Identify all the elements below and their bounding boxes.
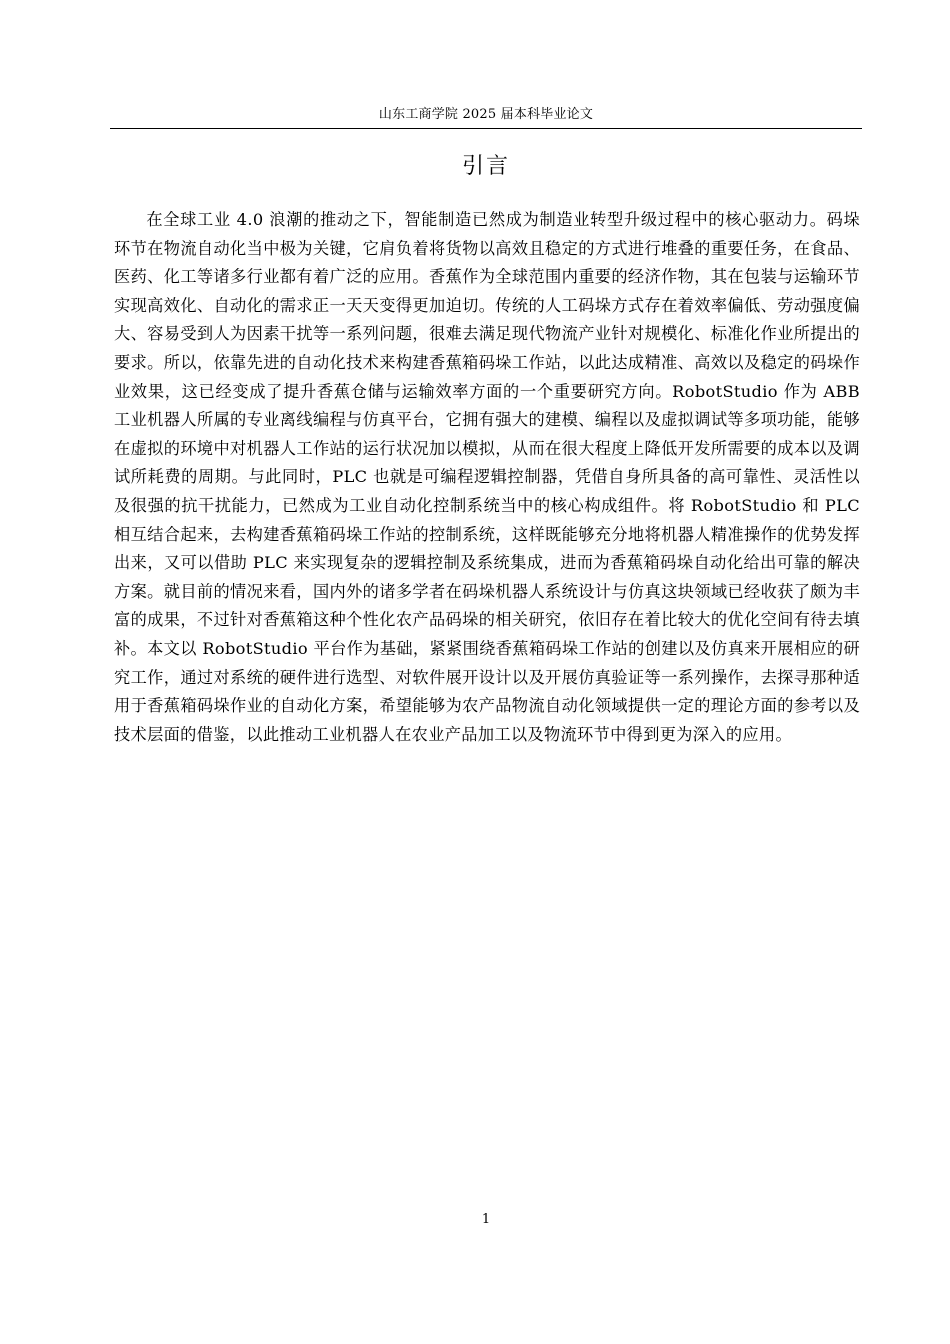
header-divider (110, 128, 862, 129)
section-title: 引言 (461, 154, 510, 179)
running-header: 山东工商学院 2025 届本科毕业论文 (378, 107, 594, 122)
page-number: 1 (481, 1212, 491, 1227)
body-paragraph: 在全球工业 4.0 浪潮的推动之下，智能制造已然成为制造业转型升级过程中的核心驱动力。码垛环节在物流自动化当中极为关键，它肩负着将货物以高效且稳定的方式进行堆叠的重要任务，在食品、医药、化工等诸多行业都有着广泛的应用。香蕉作为全球范围内重要的经济作物，其在包装与运输环节实现高效化、自动化的需求正一天天变得更加迫切。传统的人工码垛方式存在着效率偏低、劳动强度偏大、容易受到人为因素干扰等一系列问题，很难去满足现代物流产业针对规模化、标准化作业所提出的要求。所以，依靠先进的自动化技术来构建香蕉箱码垛工作站，以此达成精准、高效以及稳定的码垛作业效果，这已经变成了提升香蕉仓储与运输效率方面的一个重要研究方向。RobotStudio 作为 ABB 工业机器人所属的专业离线编程与仿真平台，它拥有强大的建模、编程以及虚拟调试等多项功能，能够在虚拟的环境中对机器人工作站的运行状况加以模拟，从而在很大程度上降低开发所需要的成本以及调试所耗费的周期。与此同时，PLC 也就是可编程逻辑控制器，凭借自身所具备的高可靠性、灵活性以及很强的抗干扰能力，已然成为工业自动化控制系统当中的核心构成组件。将 RobotStudio 和 PLC 相互结合起来，去构建香蕉箱码垛工作站的控制系统，这样既能够充分地将机器人精准操作的优势发挥出来，又可以借助 PLC 来实现复杂的逻辑控制及系统集成，进而为香蕉箱码垛自动化给出可靠的解决方案。就目前的情况来看，国内外的诸多学者在码垛机器人系统设计与仿真这块领域已经收获了颇为丰富的成果，不过针对香蕉箱这种个性化农产品码垛的相关研究，依旧存在着比较大的优化空间有待去填补。本文以 RobotStudio 平台作为基础，紧紧围绕香蕉箱码垛工作站的创建以及仿真来开展相应的研究工作，通过对系统的硬件进行选型、对软件展开设计以及开展仿真验证等一系列操作，去探寻那种适用于香蕉箱码垛作业的自动化方案，希望能够为农产品物流自动化领域提供一定的理论方面的参考以及技术层面的借鉴，以此推动工业机器人在农业产品加工以及物流环节中得到更为深入的应用。 (114, 210, 860, 744)
